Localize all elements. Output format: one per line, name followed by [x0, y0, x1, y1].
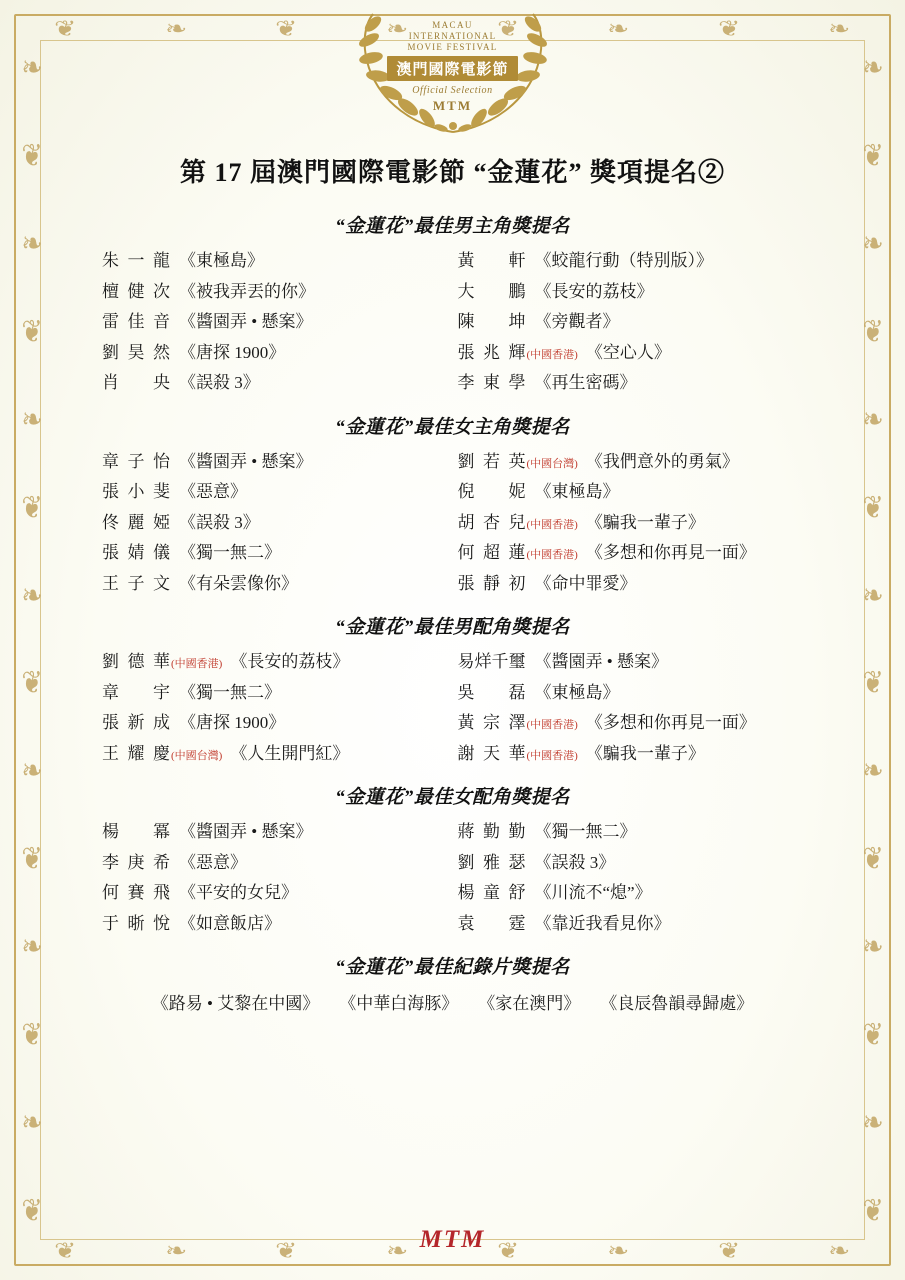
- list-item: [102, 340, 448, 366]
- flourish-ornament: ❧: [828, 1238, 851, 1263]
- nominee-name: 謝天華: [457, 743, 526, 763]
- flourish-ornament: ❦: [21, 315, 43, 350]
- nominee-work: 《空心人》: [585, 342, 671, 362]
- section-supporting-actress: [62, 782, 843, 936]
- flourish-ornament: ❧: [862, 227, 884, 262]
- nominee-name: 蔣勤勤: [457, 822, 526, 841]
- nominee-work: 《我們意外的勇氣》: [585, 451, 739, 471]
- flourish-ornament: ❦: [21, 491, 43, 525]
- nominee-work: 《再生密碼》: [534, 373, 637, 392]
- nominee-work: 《騙我一輩子》: [585, 512, 705, 532]
- nominee-work: 《唐探 1900》: [179, 713, 286, 732]
- list-item: [102, 911, 448, 937]
- nominee-name: 李庚希: [102, 852, 170, 872]
- flourish-ornament: ❧: [386, 1238, 409, 1263]
- section-supporting-actor: [62, 612, 843, 766]
- list-item: [102, 850, 448, 876]
- flourish-ornament: ❦: [275, 1238, 298, 1263]
- nominee-work: 《多想和你再見一面》: [585, 713, 756, 732]
- nominee-region: (中國香港): [526, 518, 578, 531]
- flourish-ornament: ❧: [862, 755, 884, 789]
- list-item: [102, 680, 448, 706]
- list-item: 《中華白海豚》: [339, 994, 459, 1013]
- flourish-ornament: ❦: [862, 842, 884, 877]
- flourish-ornament: ❦: [54, 1238, 77, 1263]
- nominee-name: 章 宇: [102, 682, 170, 702]
- nominee-work: 《靠近我看見你》: [534, 913, 671, 933]
- flourish-ornament: ❧: [21, 930, 43, 965]
- nominee-work: 《誤殺 3》: [534, 852, 616, 872]
- flourish-ornament: ❧: [607, 16, 630, 41]
- nominee-name: 何賽飛: [102, 883, 170, 902]
- list-item: [458, 248, 804, 274]
- list-item: [102, 279, 448, 305]
- flourish-ornament: ❦: [718, 16, 741, 41]
- section-title: “金蓮花”最佳女主角獎提名: [335, 416, 570, 438]
- list-item: [102, 479, 448, 505]
- flourish-ornament: ❧: [21, 227, 43, 262]
- nominee-name: 肖 央: [102, 373, 170, 392]
- section-best-actress: [62, 412, 843, 597]
- emblem-line-3: MOVIE FESTIVAL: [407, 42, 498, 52]
- nominee-grid: [62, 819, 843, 936]
- list-item: [458, 880, 804, 906]
- nominee-name: 陳 坤: [457, 312, 526, 331]
- flourish-ornament: ❧: [21, 403, 43, 438]
- nominee-name: 佟麗婭: [102, 512, 170, 532]
- nominee-work: 《如意飯店》: [179, 913, 281, 933]
- nominee-work: 《東極島》: [179, 251, 264, 270]
- nominee-name: 雷佳音: [102, 312, 170, 331]
- nominee-work: 《人生開門紅》: [230, 743, 350, 763]
- flourish-ornament: ❧: [164, 1238, 187, 1263]
- nominee-name: 劉雅瑟: [457, 852, 526, 872]
- nominee-name: 劉德華: [102, 652, 170, 671]
- nominee-name: 張靜初: [457, 573, 526, 593]
- section-title: “金蓮花”最佳男配角獎提名: [335, 617, 570, 638]
- list-item: [458, 510, 804, 536]
- list-item: [102, 819, 448, 845]
- section-title: “金蓮花”最佳紀錄片獎提名: [335, 957, 570, 978]
- nominee-name: 章子怡: [102, 451, 170, 471]
- nominee-work: 《旁觀者》: [534, 312, 620, 331]
- section-title: “金蓮花”最佳女配角獎提名: [335, 787, 570, 808]
- list-item: [102, 540, 448, 566]
- nominee-grid: [62, 649, 843, 766]
- nominee-name: 張兆輝: [457, 342, 526, 362]
- flourish-ornament: ❧: [862, 51, 884, 86]
- nominee-work: 《唐探 1900》: [179, 342, 286, 362]
- flourish-ornament: ❧: [862, 579, 884, 613]
- list-item: [458, 370, 804, 396]
- flourish-ornament: ❦: [21, 1194, 43, 1229]
- nominee-name: 張新成: [102, 713, 170, 732]
- list-item: [458, 279, 804, 305]
- emblem-line-2: INTERNATIONAL: [408, 31, 497, 41]
- nominee-name: 袁 霆: [457, 913, 526, 933]
- page-title: 第 17 屆澳門國際電影節 “金蓮花” 獎項提名②: [179, 158, 725, 187]
- flourish-ornament: ❧: [21, 755, 43, 789]
- list-item: 《路易 • 艾黎在中國》: [151, 994, 320, 1013]
- nominee-work: 《醬園弄 • 懸案》: [179, 822, 313, 841]
- flourish-ornament: ❦: [862, 139, 884, 174]
- emblem-line-1: MACAU: [432, 20, 473, 30]
- nominee-name: 王耀慶: [102, 743, 170, 763]
- nominee-name: 吳 磊: [457, 682, 526, 702]
- flourish-ornament: ❧: [607, 1238, 630, 1263]
- flourish-ornament: ❧: [386, 16, 409, 41]
- document-content: [62, 140, 843, 1028]
- flourish-ornament: ❦: [862, 491, 884, 525]
- nominee-name: 何超蓮: [457, 543, 526, 562]
- right-flourish-column: [858, 51, 888, 1229]
- nominee-name: 大 鵬: [457, 281, 526, 301]
- nominee-region: (中國香港): [171, 658, 223, 670]
- list-item: 《家在澳門》: [478, 994, 581, 1013]
- nominee-grid: [62, 248, 843, 396]
- list-item: [458, 479, 804, 505]
- flourish-ornament: ❦: [862, 1194, 884, 1229]
- festival-emblem: [303, 6, 603, 138]
- list-item: [458, 741, 804, 767]
- nominee-region: (中國香港): [526, 348, 578, 361]
- nominee-work: 《多想和你再見一面》: [585, 543, 756, 562]
- nominee-name: 楊 冪: [102, 822, 170, 841]
- list-item: [458, 340, 804, 366]
- nominee-name: 張小斐: [102, 482, 170, 501]
- list-item: [102, 370, 448, 396]
- emblem-text-block: [303, 20, 603, 114]
- list-item: [102, 510, 448, 536]
- nominee-work: 《惡意》: [179, 482, 247, 501]
- flourish-ornament: ❧: [828, 16, 851, 41]
- list-item: [102, 571, 448, 597]
- nominee-work: 《惡意》: [179, 852, 247, 872]
- flourish-ornament: ❦: [718, 1238, 741, 1263]
- flourish-ornament: ❦: [21, 842, 43, 877]
- list-item: [102, 710, 448, 736]
- section-best-actor: [62, 211, 843, 396]
- nominee-work: 《騙我一輩子》: [585, 743, 705, 763]
- flourish-ornament: ❧: [21, 51, 43, 86]
- list-item: [458, 449, 804, 475]
- list-item: [458, 911, 804, 937]
- flourish-ornament: ❦: [496, 1238, 519, 1263]
- nominee-region: (中國香港): [526, 549, 578, 561]
- flourish-ornament: ❧: [21, 1106, 43, 1141]
- nominee-work: 《誤殺 3》: [179, 512, 260, 532]
- list-item: [102, 649, 448, 675]
- flourish-ornament: ❧: [21, 579, 43, 613]
- list-item: [458, 309, 804, 335]
- nominee-work: 《平安的女兒》: [179, 883, 298, 902]
- list-item: 《良辰魯韻尋歸處》: [600, 994, 754, 1013]
- nominee-name: 劉昊然: [102, 342, 170, 362]
- nominee-name: 檀健次: [102, 281, 170, 301]
- flourish-ornament: ❧: [862, 1106, 884, 1141]
- list-item: [458, 819, 804, 845]
- nominee-work: 《醬園弄 • 懸案》: [179, 451, 313, 471]
- nominee-name: 胡杏兒: [457, 512, 526, 532]
- list-item: [102, 449, 448, 475]
- left-flourish-column: [17, 51, 47, 1229]
- nominee-work: 《獨一無二》: [179, 543, 281, 562]
- flourish-ornament: ❦: [496, 16, 519, 41]
- list-item: [458, 710, 804, 736]
- nominee-work: 《有朵雲像你》: [179, 573, 298, 593]
- flourish-ornament: ❦: [54, 16, 77, 41]
- nominee-name: 李東學: [457, 373, 526, 392]
- nominee-work: 《命中罪愛》: [534, 573, 637, 593]
- section-best-documentary: [62, 952, 843, 1014]
- nominee-work: 《東極島》: [534, 482, 620, 501]
- nominee-work: 《醬園弄 • 懸案》: [179, 312, 313, 331]
- nominee-region: (中國香港): [526, 719, 578, 731]
- section-title: “金蓮花”最佳男主角獎提名: [335, 216, 570, 237]
- flourish-ornament: ❧: [862, 403, 884, 438]
- nominee-name: 于晣悅: [102, 913, 170, 933]
- footer-mtm-logo: MTM: [419, 1226, 486, 1253]
- list-item: [458, 850, 804, 876]
- list-item: [458, 680, 804, 706]
- flourish-ornament: ❦: [862, 667, 884, 701]
- list-item: [458, 571, 804, 597]
- documentary-list: [62, 989, 843, 1014]
- nominee-region: (中國香港): [526, 749, 578, 762]
- nominee-work: 《長安的荔枝》: [230, 652, 350, 671]
- nominee-name: 黃宗澤: [457, 713, 526, 732]
- flourish-ornament: ❦: [21, 667, 43, 701]
- emblem-official-selection: Official Selection: [412, 85, 493, 96]
- nominee-work: 《長安的荔枝》: [534, 281, 654, 301]
- list-item: [458, 540, 804, 566]
- list-item: [102, 741, 448, 767]
- nominee-work: 《獨一無二》: [534, 822, 637, 841]
- list-item: [102, 248, 448, 274]
- nominee-name: 朱一龍: [102, 251, 170, 270]
- nominee-work: 《醬園弄 • 懸案》: [534, 652, 668, 671]
- emblem-chinese-name: 澳門國際電影節: [387, 56, 517, 81]
- nominee-name: 黃 軒: [457, 251, 526, 270]
- flourish-ornament: ❧: [164, 16, 187, 41]
- nominee-name: 楊童舒: [457, 883, 526, 902]
- nominee-name: 倪 妮: [457, 482, 526, 501]
- nominee-region: (中國台灣): [171, 749, 223, 762]
- list-item: [102, 309, 448, 335]
- flourish-ornament: ❦: [21, 1018, 43, 1053]
- nominee-name: 劉若英: [457, 451, 526, 471]
- flourish-ornament: ❦: [862, 1018, 884, 1053]
- list-item: [102, 880, 448, 906]
- flourish-ornament: ❦: [275, 16, 298, 41]
- flourish-ornament: ❧: [862, 930, 884, 965]
- nominee-region: (中國台灣): [526, 457, 578, 470]
- nominee-work: 《獨一無二》: [179, 682, 281, 702]
- nominee-name: 王子文: [102, 573, 170, 593]
- emblem-mtm-mark: MTM: [432, 98, 473, 113]
- nominee-work: 《被我弄丟的你》: [179, 281, 315, 301]
- flourish-ornament: ❦: [21, 139, 43, 174]
- nominee-work: 《東極島》: [534, 682, 620, 702]
- nominee-work: 《誤殺 3》: [179, 373, 260, 392]
- nominee-name: 易烊千璽: [457, 652, 526, 671]
- list-item: [458, 649, 804, 675]
- nominee-grid: [62, 449, 843, 597]
- nominee-name: 張婧儀: [102, 543, 170, 562]
- flourish-ornament: ❦: [862, 315, 884, 350]
- nominee-work: 《蛟龍行動（特別版）》: [534, 251, 713, 270]
- nominee-work: 《川流不“熄”》: [534, 883, 652, 902]
